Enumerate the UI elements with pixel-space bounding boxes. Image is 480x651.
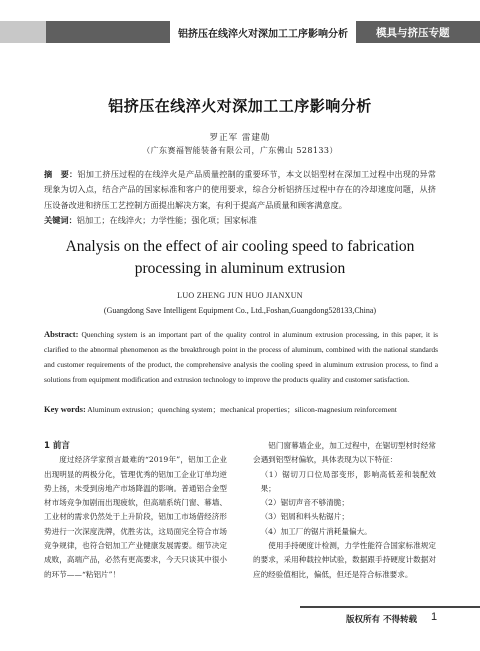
chinese-title: 铝挤压在线淬火对深加工工序影响分析 [108, 97, 372, 115]
english-keywords-label: Key words: [44, 404, 86, 414]
chinese-authors: 罗正军 雷建勋 [209, 133, 271, 143]
list-item: （4）加工厂的锯片消耗量偏大。 [260, 526, 372, 536]
body-left-column [44, 439, 227, 582]
english-affiliation: (Guangdong Save Intelligent Equipment Co., Ltd.,Foshan,Guangdong528133,China) [103, 306, 377, 315]
chinese-abstract [44, 167, 436, 213]
list-item: （1）锯切刀口位局部变形，影响高低差和装配效果； [260, 469, 436, 493]
list-item: （3）铝屑和料头粘锯片； [260, 512, 349, 522]
section-heading: 1 前言 [44, 441, 70, 451]
english-abstract-label: Abstract: [44, 329, 79, 339]
english-title: Analysis on the effect of air cooling speed to fabrication processing in aluminum extrusion [65, 238, 415, 277]
body-paragraph: 铝门窗幕墙企业，加工过程中，在锯切型材时经常会遇到铝型材偏软，具体表现为以下特征： [253, 441, 436, 465]
english-keywords-text: Aluminum extrusion；quenching system；mechanical properties；silicon-magnesium reinforcement [85, 405, 397, 414]
running-header-title: 铝挤压在线淬火对深加工工序影响分析 [178, 29, 348, 40]
english-keywords [44, 402, 438, 417]
chinese-abstract-label: 摘 要： [44, 169, 78, 179]
footer-copyright: 版权所有 不得转载 [346, 615, 417, 625]
chinese-keywords-label: 关键词： [44, 215, 77, 225]
english-abstract [44, 327, 438, 388]
body-right-column [253, 439, 436, 582]
chinese-abstract-text: 铝加工挤压过程的在线淬火是产品质量控制的重要环节，本文以铝型材在深加工过程中出现的异常现象为切入点，结合产品的国家标准和客户的使用要求，综合分析铝挤压过程中存在的冷却速度问题，从挤压设备改进和挤压工艺控制方面提出解决方案，有利于提高产品质量和顾客满意度。 [44, 169, 436, 210]
body-paragraph: 度过经济学家预言最难的“2019年”，铝加工企业出现明显的两极分化，管理优秀的铝加工企业订单均逆势上扬，未受到房地产市场降温的影响。普通铝合金型材市场竞争加剧而出现疲软，但高端系统门窗、幕墙、工业材的需求仍然处于上升阶段，铝加工市场借经济形势进行一次深度洗牌，优胜劣汰，这局面完全符合市场竞争规律，也符合铝加工产业健康发展需要。细节决定成败，高端产品，必然有更高要求，今天只谈其中很小的环节——“粘铝片”！ [44, 455, 227, 579]
chinese-affiliation: （广东赛福智能装备有限公司，广东佛山 528133） [142, 146, 338, 155]
running-header-column: 模具与挤压专题 [376, 27, 450, 39]
chinese-keywords [44, 213, 436, 227]
footer-rule [300, 606, 480, 608]
page-number: 1 [431, 611, 438, 623]
english-authors: LUO ZHENG JUN HUO JIANXUN [177, 291, 303, 300]
body-paragraph: 使用手持硬度计检测，力学性能符合国家标准规定的要求，采用种载拉伸试验，数据跟手持硬度计数据对应的经验值相比，偏低，但还是符合标准要求。 [253, 541, 436, 579]
english-abstract-text: Quenching system is an important part of the quality control in aluminum extrusion processing, in this paper, it is clarified to the abnormal phenomenon as the breakthrough point in the process of aluminum, combined with the national standards and customer requirements of the product, the comprehensive analysis the cooling speed in aluminum extrusion process, to find a solutions from equipment modification and extrusion technology to improve the products quality and customer satisfaction. [44, 330, 438, 384]
list-item: （2）锯切声音不够清脆； [260, 498, 349, 508]
chinese-keywords-text: 铝加工；在线淬火；力学性能；强化项；国家标准 [76, 215, 257, 225]
header-left-block [0, 21, 46, 43]
